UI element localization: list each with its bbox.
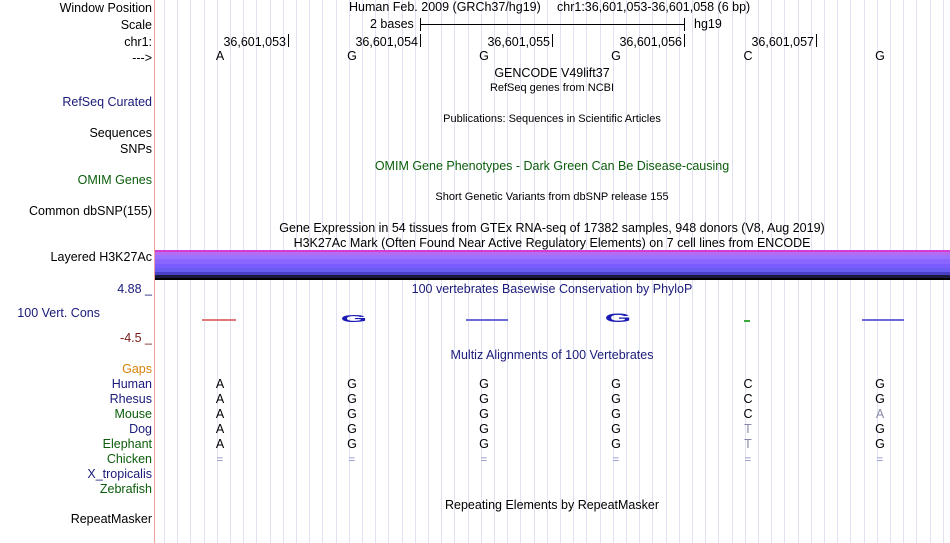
gencode-title: GENCODE V49lift37 — [494, 66, 610, 80]
alignment-base: = — [876, 454, 884, 466]
refseq-subtitle: RefSeq genes from NCBI — [489, 82, 615, 94]
coord-label: 36,601,057 — [751, 35, 814, 49]
alignment-base: G — [611, 437, 621, 451]
alignment-base: = — [744, 454, 752, 466]
cons-mark-g-2 — [466, 319, 508, 321]
track-image-area[interactable] — [155, 0, 950, 543]
alignment-base: G — [611, 422, 621, 436]
alignment-base: = — [612, 454, 620, 466]
alignment-base: C — [743, 392, 753, 406]
scale-text: 2 bases — [370, 17, 414, 31]
cons-logo-g-3: G — [604, 311, 632, 325]
omim-title: OMIM Gene Phenotypes - Dark Green Can Be Disease-causing — [374, 159, 730, 173]
alignment-base: G — [479, 377, 489, 391]
alignment-base: G — [611, 392, 621, 406]
alignment-base: A — [215, 392, 225, 406]
species-label-elephant[interactable]: Elephant — [102, 437, 152, 451]
scale-bar — [420, 24, 685, 25]
species-label-chicken[interactable]: Chicken — [106, 452, 152, 466]
species-label-rhesus[interactable]: Rhesus — [109, 392, 152, 406]
alignment-base: G — [875, 377, 885, 391]
phylop-max-label: 4.88 _ — [117, 282, 152, 296]
track-label-column — [0, 0, 155, 543]
position-text: chr1:36,601,053-36,601,058 (6 bp) — [557, 0, 751, 14]
sequence-base: G — [347, 49, 357, 63]
sequence-base: C — [743, 49, 753, 63]
alignment-base: G — [347, 377, 357, 391]
species-label-x_tropicalis[interactable]: X_tropicalis — [87, 467, 152, 481]
alignment-base: A — [215, 407, 225, 421]
alignment-base: A — [215, 422, 225, 436]
alignment-base: G — [875, 422, 885, 436]
coord-tick — [288, 34, 289, 47]
coord-label: 36,601,055 — [487, 35, 550, 49]
coord-tick — [420, 34, 421, 47]
species-label-mouse[interactable]: Mouse — [114, 407, 152, 421]
h3k27ac-title: H3K27Ac Mark (Often Found Near Active Regulatory Elements) on 7 cell lines from ENCODE — [293, 236, 811, 250]
alignment-base: T — [744, 422, 752, 436]
multiz-title: Multiz Alignments of 100 Vertebrates — [450, 348, 654, 362]
alignment-base: G — [347, 437, 357, 451]
window-position-label: Window Position — [59, 1, 152, 15]
assembly-text: Human Feb. 2009 (GRCh37/hg19) — [349, 0, 541, 14]
track-label-cons[interactable]: 100 Vert. Cons — [17, 306, 100, 320]
alignment-base: G — [347, 392, 357, 406]
cons-mark-a — [202, 319, 236, 321]
alignment-base: G — [875, 392, 885, 406]
coord-tick — [552, 34, 553, 47]
db-text: hg19 — [694, 17, 722, 31]
species-label-dog[interactable]: Dog — [129, 422, 152, 436]
alignment-base: G — [479, 422, 489, 436]
alignment-base: G — [875, 437, 885, 451]
alignment-base: = — [348, 454, 356, 466]
alignment-base: G — [611, 377, 621, 391]
coord-label: 36,601,054 — [355, 35, 418, 49]
alignment-base: A — [875, 407, 885, 421]
sequence-base: G — [479, 49, 489, 63]
species-label-zebrafish[interactable]: Zebrafish — [99, 482, 152, 496]
track-label-repeatmasker[interactable]: RepeatMasker — [70, 512, 152, 526]
track-label-dbsnp[interactable]: Common dbSNP(155) — [29, 204, 152, 218]
repeatmasker-title: Repeating Elements by RepeatMasker — [444, 498, 660, 512]
cons-mark-g-4 — [862, 319, 904, 321]
alignment-base: G — [347, 422, 357, 436]
track-label-snps[interactable]: SNPs — [120, 142, 152, 156]
phylop-title: 100 vertebrates Basewise Conservation by PhyloP — [411, 282, 693, 296]
phylop-min-label: -4.5 _ — [120, 331, 152, 345]
alignment-base: = — [480, 454, 488, 466]
alignment-base: G — [479, 392, 489, 406]
alignment-base: G — [611, 407, 621, 421]
strand-label: ---> — [132, 51, 152, 65]
scale-bar-right-end — [684, 18, 685, 31]
coord-tick — [684, 34, 685, 47]
track-label-sequences[interactable]: Sequences — [89, 126, 152, 140]
coord-tick — [816, 34, 817, 47]
coord-label: 36,601,053 — [223, 35, 286, 49]
publications-title: Publications: Sequences in Scientific Articles — [443, 113, 661, 125]
chrom-label: chr1: — [124, 35, 152, 49]
alignment-base: C — [743, 377, 753, 391]
dbsnp-title: Short Genetic Variants from dbSNP release 155 — [435, 191, 669, 203]
track-label-omim[interactable]: OMIM Genes — [77, 173, 152, 187]
gtex-title: Gene Expression in 54 tissues from GTEx RNA-seq of 17382 samples, 948 donors (V8, Aug 2019) — [279, 221, 825, 235]
species-label-human[interactable]: Human — [111, 377, 152, 391]
alignment-base: T — [744, 437, 752, 451]
conservation-logo — [155, 306, 950, 326]
sequence-base: A — [215, 49, 225, 63]
alignment-base: C — [743, 407, 753, 421]
track-label-refseq[interactable]: RefSeq Curated — [62, 95, 152, 109]
sequence-base: G — [875, 49, 885, 63]
h3k27ac-signal-band[interactable] — [155, 250, 950, 280]
cons-mark-c — [744, 320, 750, 322]
alignment-base: A — [215, 437, 225, 451]
alignment-base: G — [479, 407, 489, 421]
track-label-gaps[interactable]: Gaps — [122, 362, 152, 376]
alignment-base: G — [347, 407, 357, 421]
cons-logo-g-1: G — [340, 313, 368, 325]
scale-label: Scale — [120, 18, 152, 32]
alignment-base: G — [479, 437, 489, 451]
alignment-base: = — [216, 454, 224, 466]
sequence-base: G — [611, 49, 621, 63]
track-label-h3k27ac[interactable]: Layered H3K27Ac — [50, 250, 152, 264]
alignment-base: A — [215, 377, 225, 391]
coord-label: 36,601,056 — [619, 35, 682, 49]
